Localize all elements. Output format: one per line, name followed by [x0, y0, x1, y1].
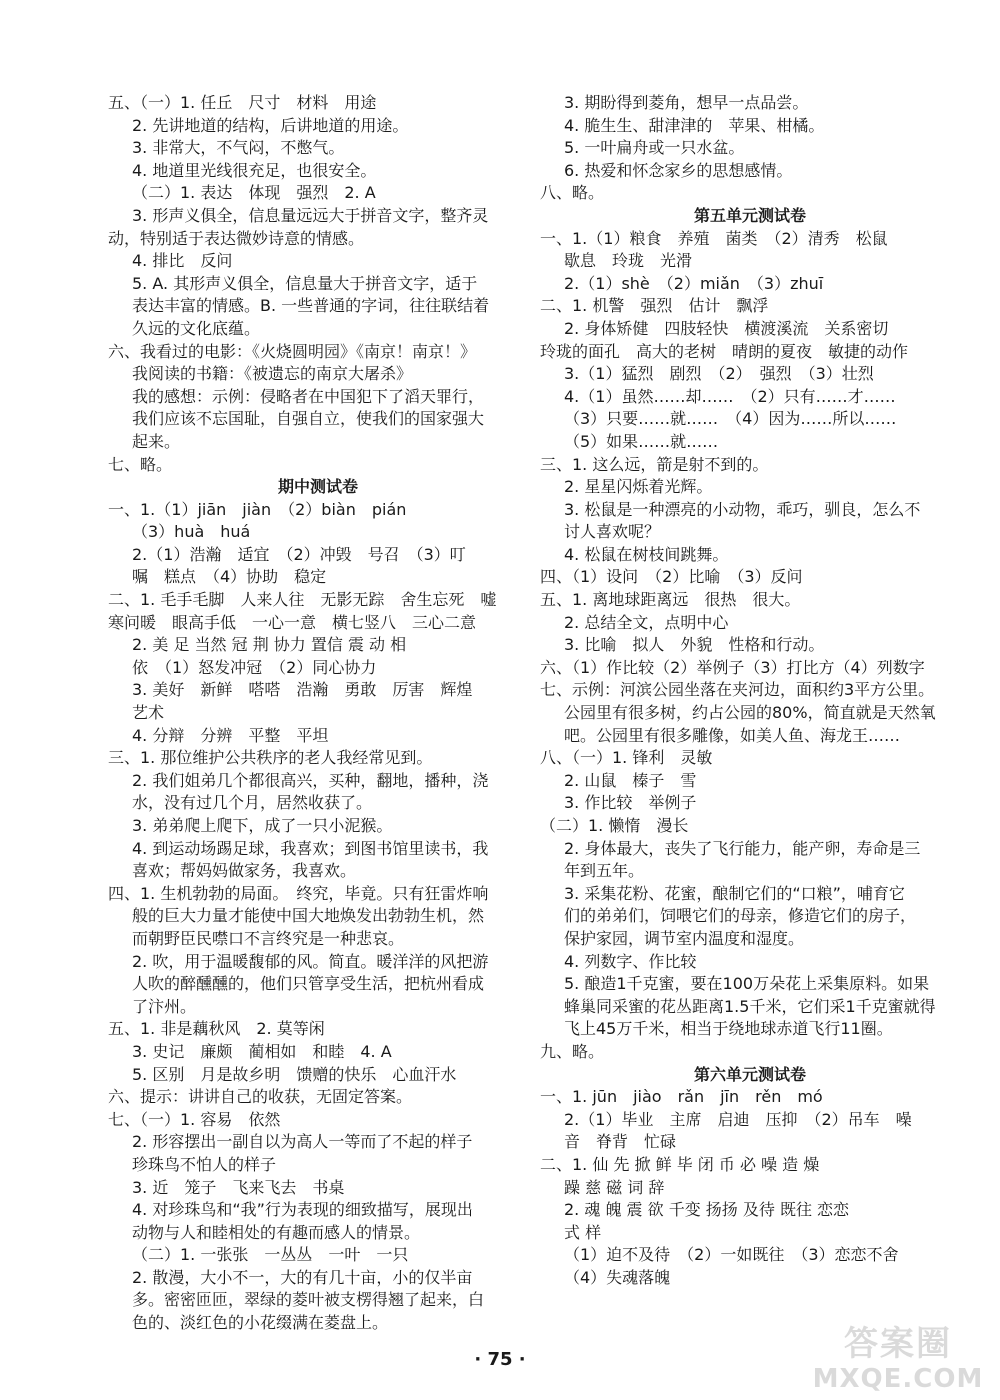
answer-line: 六、提示：讲讲自己的收获，无固定答案。 — [108, 1087, 413, 1107]
answer-line: 水，没有过几个月，居然收获了。 — [132, 793, 373, 813]
answer-line: 二、1. 机警 强烈 估计 飘浮 — [540, 296, 769, 316]
answer-line: 躁 慈 磁 词 辞 — [564, 1177, 665, 1197]
watermark-seal: 答案圈 — [844, 1324, 952, 1364]
answer-line: 动，特别适于表达微妙诗意的情感。 — [108, 228, 365, 248]
answer-line: 5. 区别 月是故乡明 馈赠的快乐 心血汗水 — [132, 1064, 457, 1084]
answer-line: 2.（1）浩瀚 适宜 （2）冲毁 号召 （3）叮 — [132, 544, 466, 564]
answer-line: 3. 期盼得到菱角，想早一点品尝。 — [564, 93, 809, 112]
answer-line: 4. 脆生生、甜津津的 苹果、柑橘。 — [564, 115, 825, 135]
answer-line: 我的感想：示例：侵略者在中国犯下了滔天罪行， — [132, 386, 485, 406]
right-column — [540, 92, 960, 1289]
answer-line: 3. 比喻 拟人 外貌 性格和行动。 — [564, 635, 825, 655]
answer-line: 4. 排比 反问 — [132, 251, 233, 271]
answer-line: 音 脊背 忙碌 — [564, 1132, 677, 1152]
answer-line: 二、1. 毛手毛脚 人来人往 无影无踪 舍生忘死 嘘 — [108, 590, 497, 610]
answer-line: 四、1. 生机勃勃的局面。 终究，毕竟。只有狂雷炸响 — [108, 883, 489, 903]
answer-line: （4）失魂落魄 — [564, 1267, 671, 1287]
answer-line: 3. 形声义俱全，信息量远远大于拼音文字，整齐灵 — [132, 205, 489, 225]
answer-line: 而朝野臣民噤口不言终究是一种悲哀。 — [132, 928, 405, 948]
answer-line: 一、1. jūn jiào rǎn jīn rěn mó — [540, 1087, 823, 1107]
answer-line: 4.（1）虽然……却…… （2）只有……才…… — [564, 386, 896, 406]
answer-line: 2.（1）shè （2）miǎn （3）zhuī — [564, 273, 824, 293]
answer-line: 多。密密匝匝，翠绿的菱叶被支楞得翘了起来，白 — [132, 1290, 485, 1310]
answer-line: 了汴州。 — [132, 996, 197, 1016]
answer-line: 4. 地道里光线很充足，也很安全。 — [132, 160, 377, 180]
left-column — [108, 92, 528, 1335]
answer-line: 2. 身体最大，丧失了飞行能力，能产卵，寿命是三 — [564, 838, 921, 858]
answer-line: 5. 一叶扁舟或一只水盆。 — [564, 138, 745, 158]
answer-line: 们的弟弟们，饲喂它们的母亲，修造它们的房子， — [564, 906, 917, 926]
answer-line: 式 样 — [564, 1222, 602, 1242]
answer-line: （3）huà huá — [132, 522, 251, 542]
answer-line: 蜂巢同采蜜的花丛距离1.5千米，它们采1千克蜜就得 — [564, 996, 936, 1016]
answer-line: 6. 热爱和怀念家乡的思想感情。 — [564, 160, 793, 180]
answer-line: 玲珑的面孔 高大的老树 晴朗的夏夜 敏捷的动作 — [540, 341, 909, 361]
answer-line: 表达丰富的情感。B. 一些普通的字词，往往联结着 — [132, 296, 490, 316]
answer-line: 二、1. 仙 先 掀 鲜 毕 闭 币 必 噪 造 燥 — [540, 1154, 820, 1174]
answer-line: 珍珠鸟不怕人的样子 — [132, 1154, 277, 1174]
answer-line: （二）1. 懒惰 漫长 — [540, 816, 689, 835]
watermark-logo — [808, 1316, 988, 1396]
answer-line: 五、（一）1. 任丘 尺寸 材料 用途 — [108, 93, 377, 112]
answer-line: 2. 总结全文，点明中心 — [564, 612, 729, 632]
answer-line: 久远的文化底蕴。 — [132, 318, 261, 338]
answer-line: 四、（1）设问 （2）比喻 （3）反问 — [540, 567, 803, 587]
answer-line: 2. 散漫，大小不一，大的有几十亩，小的仅半亩 — [132, 1267, 473, 1287]
answer-line: 讨人喜欢呢？ — [564, 522, 661, 542]
answer-line: 八、略。 — [540, 183, 605, 203]
answer-line: 2. 我们姐弟几个都很高兴，买种，翻地，播种，浇 — [132, 770, 489, 790]
answer-line: 动物与人和睦相处的有趣而感人的情景。 — [132, 1222, 421, 1242]
answer-line: 4. 到运动场踢足球，我喜欢；到图书馆里读书，我 — [132, 838, 489, 858]
answer-line: 3. 近 笼子 飞来飞去 书桌 — [132, 1177, 345, 1197]
answer-line: 喜欢；帮妈妈做家务，我喜欢。 — [132, 861, 357, 881]
answer-line: 3. 弟弟爬上爬下，成了一只小泥猴。 — [132, 816, 393, 835]
answer-line: 3. 作比较 举例子 — [564, 793, 697, 813]
answer-line: 艺术 — [132, 703, 165, 723]
answer-line: 2. 吹，用于温暖馥郁的风。简直。暖洋洋的风把游 — [132, 951, 489, 971]
answer-line: 八、（一）1. 锋利 灵敏 — [540, 748, 713, 768]
section-heading: 期中测试卷 — [277, 477, 358, 497]
answer-line: 年到五年。 — [564, 861, 645, 881]
answer-line: 依 （1）怒发冲冠 （2）同心协力 — [132, 657, 377, 677]
answer-line: 保护家园，调节室内温度和湿度。 — [564, 928, 805, 948]
answer-line: 三、1. 那位维护公共秩序的老人我经常见到。 — [108, 748, 433, 768]
answer-line: 2. 魂 魄 震 欲 千变 扬扬 及待 既往 恋恋 — [564, 1200, 850, 1220]
answer-line: 般的巨大力量才能使中国大地焕发出勃勃生机，然 — [132, 906, 485, 926]
answer-line: （1）迫不及待 （2）一如既往 （3）恋恋不舍 — [564, 1245, 899, 1265]
answer-line: 歇息 玲珑 光滑 — [564, 251, 693, 271]
answer-line: 2. 美 足 当然 冠 荆 协力 置信 震 动 相 — [132, 635, 407, 655]
answer-line: 4. 松鼠在树枝间跳舞。 — [564, 544, 729, 564]
watermark-url: MXQE.COM — [812, 1364, 984, 1394]
answer-line: 3. 松鼠是一种漂亮的小动物，乖巧，驯良，怎么不 — [564, 499, 921, 519]
page-number: · 75 · — [474, 1349, 526, 1370]
answer-line: 我阅读的书籍：《被遗忘的南京大屠杀》 — [132, 364, 413, 384]
answer-line: 2. 山鼠 榛子 雪 — [564, 770, 697, 790]
answer-line: 4. 对珍珠鸟和“我”行为表现的细致描写，展现出 — [132, 1200, 473, 1220]
answer-line: （二）1. 一张张 一丛丛 一叶 一只 — [132, 1245, 409, 1265]
answer-line: 飞上45万千米，相当于绕地球赤道飞行11圈。 — [564, 1019, 893, 1039]
answer-line: 公园里有很多树，约占公园的80%，简直就是天然氧 — [564, 703, 936, 723]
answer-line: 九、略。 — [540, 1041, 605, 1061]
section-heading: 第五单元测试卷 — [693, 205, 806, 225]
answer-line: 人吹的醉醺醺的，他们只管享受生活，把杭州看成 — [132, 974, 485, 994]
answer-line: 我们应该不忘国耻，自强自立，使我们的国家强大 — [132, 409, 485, 429]
answer-line: 吧。公园里有很多雕像，如美人鱼、海龙王…… — [564, 725, 901, 745]
answer-line: 2.（1）毕业 主席 启迪 压抑 （2）吊车 噪 — [564, 1109, 912, 1129]
answer-line: 4. 列数字、作比较 — [564, 951, 697, 971]
section-heading: 第六单元测试卷 — [693, 1064, 806, 1084]
answer-line: 3.（1）猛烈 剧烈 （2） 强烈 （3）壮烈 — [564, 364, 874, 384]
answer-line: 2. 星星闪烁着光辉。 — [564, 477, 713, 497]
answer-line: 嘱 糕点 （4）协助 稳定 — [132, 567, 327, 587]
answer-line: 六、（1）作比较（2）举例子（3）打比方（4）列数字 — [540, 657, 925, 677]
answer-line: 3. 非常大，不气闷，不憋气。 — [132, 138, 345, 158]
answer-line: 2. 先讲地道的结构，后讲地道的用途。 — [132, 115, 409, 135]
answer-line: 一、1.（1）粮食 养殖 菌类 （2）清秀 松鼠 — [540, 228, 888, 248]
answer-line: 起来。 — [132, 431, 181, 451]
answer-line: 七、示例：河滨公园坐落在夹河边，面积约3平方公里。 — [540, 680, 935, 700]
answer-line: 六、我看过的电影：《火烧圆明园》《南京！南京！》 — [108, 341, 477, 361]
answer-line: 5. 酿造1千克蜜，要在100万朵花上采集原料。如果 — [564, 974, 930, 994]
answer-line: （3）只要……就…… （4）因为……所以…… — [564, 409, 897, 429]
answer-line: 5. A. 其形声义俱全，信息量大于拼音文字，适于 — [132, 273, 478, 293]
answer-line: 一、1.（1）jiān jiàn （2）biàn pián — [108, 499, 407, 519]
answer-line: 五、1. 非是藕秋风 2. 莫等闲 — [108, 1019, 325, 1039]
answer-line: 七、（一）1. 容易 依然 — [108, 1109, 281, 1129]
answer-line: 五、1. 离地球距离远 很热 很大。 — [540, 590, 801, 610]
answer-line: 2. 形容摆出一副自以为高人一等而了不起的样子 — [132, 1132, 473, 1152]
answer-line: 寒问暖 眼高手低 一心一意 横七竖八 三心二意 — [108, 612, 477, 632]
answer-line: 三、1. 这么远，箭是射不到的。 — [540, 454, 769, 474]
answer-line: 七、略。 — [108, 454, 173, 474]
answer-line: 4. 分辩 分辨 平整 平坦 — [132, 725, 329, 745]
answer-line: （二）1. 表达 体现 强烈 2. A — [132, 183, 376, 203]
answer-line: 3. 采集花粉、花蜜，酿制它们的“口粮”，哺育它 — [564, 883, 905, 903]
answer-line: （5）如果……就…… — [564, 431, 719, 451]
answer-line: 2. 身体矫健 四肢轻快 横渡溪流 关系密切 — [564, 318, 889, 338]
answer-line: 色的、淡红色的小花缀满在菱盘上。 — [132, 1313, 389, 1333]
answer-line: 3. 史记 廉颇 蔺相如 和睦 4. A — [132, 1041, 392, 1061]
answer-line: 3. 美好 新鲜 嗒嗒 浩瀚 勇敢 厉害 辉煌 — [132, 680, 473, 700]
